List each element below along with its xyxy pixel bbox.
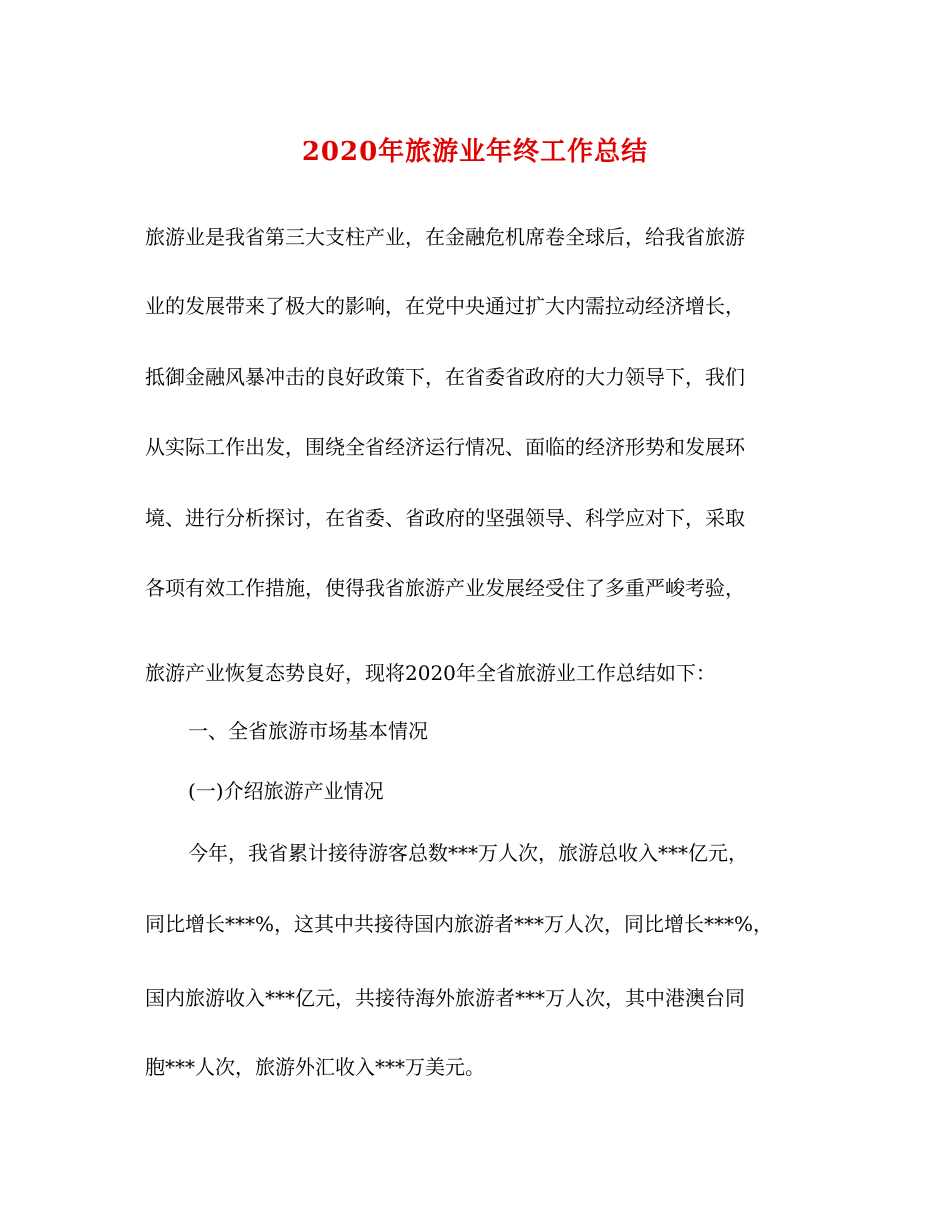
paragraph-line: 同比增长***%，这其中共接待国内旅游者***万人次，同比增长***%，: [145, 912, 774, 936]
paragraph-line: 今年，我省累计接待游客总数***万人次，旅游总收入***亿元，: [188, 841, 748, 865]
paragraph-line: 从实际工作出发，围绕全省经济运行情况、面临的经济形势和发展环: [145, 435, 745, 459]
section-heading: 一、全省旅游市场基本情况: [188, 719, 428, 743]
paragraph-line: 各项有效工作措施，使得我省旅游产业发展经受住了多重严峻考验，: [145, 576, 745, 600]
paragraph-line: 旅游产业恢复态势良好，现将2020年全省旅游业工作总结如下：: [145, 661, 716, 685]
paragraph-line: 国内旅游收入***亿元，共接待海外旅游者***万人次，其中港澳台同: [145, 986, 745, 1010]
subsection-heading: (一)介绍旅游产业情况: [188, 779, 384, 803]
paragraph-line: 旅游业是我省第三大支柱产业，在金融危机席卷全球后，给我省旅游: [145, 225, 745, 249]
paragraph-line: 业的发展带来了极大的影响，在党中央通过扩大内需拉动经济增长，: [145, 294, 745, 318]
document-title: 2020年旅游业年终工作总结: [301, 137, 649, 167]
paragraph-line: 抵御金融风暴冲击的良好政策下，在省委省政府的大力领导下，我们: [145, 365, 745, 389]
paragraph-line: 境、进行分析探讨，在省委、省政府的坚强领导、科学应对下，采取: [145, 506, 745, 530]
paragraph-line: 胞***人次，旅游外汇收入***万美元。: [145, 1055, 485, 1079]
